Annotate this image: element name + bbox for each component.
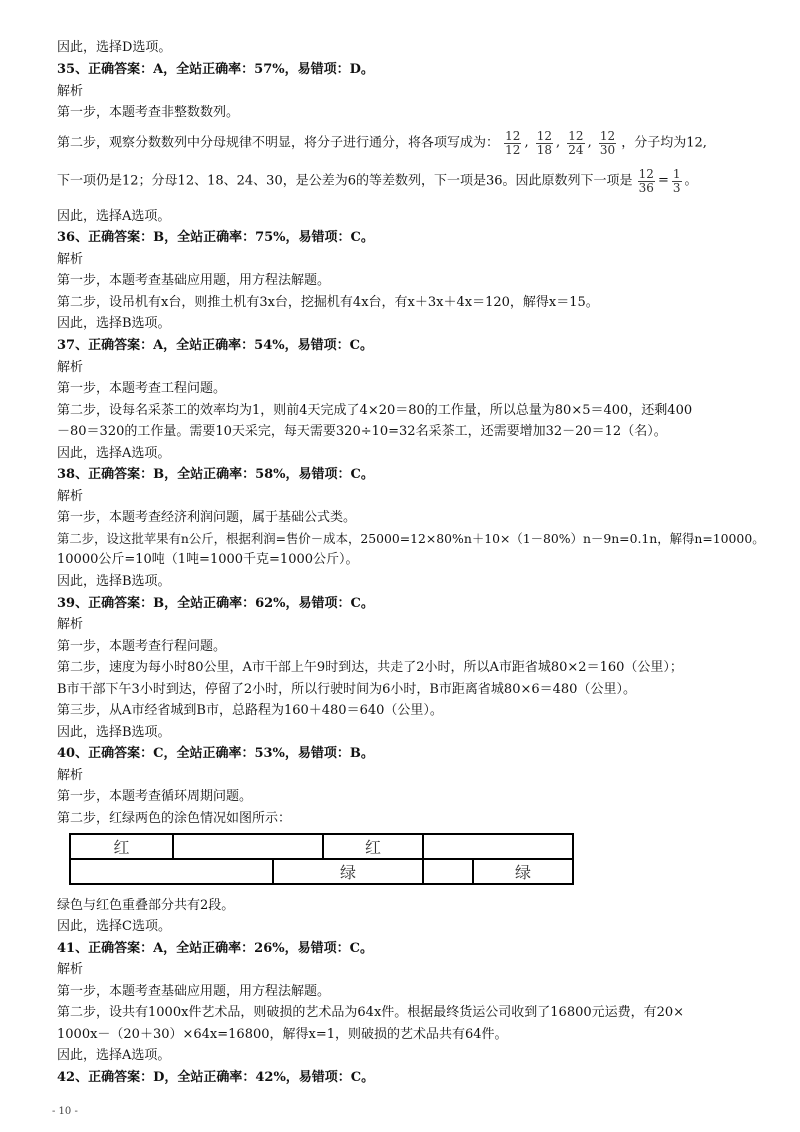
empty-segment [173, 834, 323, 859]
fraction: $\frac{12}{30}$ [599, 128, 616, 157]
text-line: 因此，选择A选项。 [57, 1048, 171, 1063]
text-line: 下一项仍是12；分母12、18、24、30，是公差为6的等差数列，下一项是36。因此原数列下一项是 $\frac{12}{36}$ = $\frac{1}{3}$ 。 [57, 166, 698, 195]
text-line: 第一步，本题考查循环周期问题。 [57, 789, 253, 804]
text-line: 10000公斤=10吨（1吨=1000千克=1000公斤）。 [57, 552, 359, 567]
text-line: 第一步，本题考查基础应用题，用方程法解题。 [57, 273, 331, 288]
text-line: 第一步，本题考查非整数数列。 [57, 105, 240, 120]
fraction: $\frac{12}{18}$ [536, 128, 552, 157]
text-line: －80＝320的工作量。需要10天采完，每天需要320÷10=32名采茶工，还需要增加32－20＝12（名）。 [57, 424, 667, 439]
answer-header-42: 42、正确答案：D，全站正确率：42%，易错项：C。 [57, 1070, 375, 1085]
text-line: 因此，选择B选项。 [57, 316, 171, 331]
analysis-label: 解析 [57, 617, 84, 632]
empty-segment [423, 859, 473, 884]
empty-segment [423, 834, 573, 859]
text-line: 因此，选择B选项。 [57, 574, 171, 589]
analysis-label: 解析 [57, 84, 84, 99]
text-line: 因此，选择A选项。 [57, 209, 171, 224]
text-line: 第二步，设共有1000x件艺术品，则破损的艺术品为64x件。根据最终货运公司收到了16800元运费，有20× [57, 1005, 685, 1020]
text-line: 绿色与红色重叠部分共有2段。 [57, 898, 235, 913]
text-line: 第一步，本题考查工程问题。 [57, 381, 227, 396]
text-line: 因此，选择D选项。 [57, 40, 172, 55]
fraction-line-text: ，分子均为12, [621, 135, 707, 151]
text-line: 第一步，本题考查行程问题。 [57, 639, 227, 654]
analysis-label: 解析 [57, 360, 84, 375]
fraction: $\frac{12}{24}$ [568, 128, 584, 157]
text-line: 第二步，设每名采茶工的效率均为1，则前4天完成了4×20＝80的工作量，所以总量为80×5＝400，还剩400 [57, 403, 693, 418]
analysis-label: 解析 [57, 252, 84, 267]
red-segment: 红 [70, 834, 173, 859]
separator: , [556, 135, 561, 150]
answer-header-40: 40、正确答案：C，全站正确率：53%，易错项：B。 [57, 746, 374, 761]
text-line: 第一步，本题考查基础应用题，用方程法解题。 [57, 984, 331, 999]
answer-header-38: 38、正确答案：B，全站正确率：58%，易错项：C。 [57, 467, 374, 482]
fraction: $\frac{12}{36}$ [638, 166, 654, 195]
separator: , [524, 135, 529, 150]
answer-header-36: 36、正确答案：B，全站正确率：75%，易错项：C。 [57, 230, 374, 245]
separator: , [587, 135, 592, 150]
analysis-label: 解析 [57, 489, 84, 504]
fraction-line [57, 128, 707, 159]
analysis-label: 解析 [57, 768, 84, 783]
green-row [70, 859, 573, 884]
text-line: 第一步，本题考查经济利润问题，属于基础公式类。 [57, 510, 357, 525]
page-number: - 10 - [52, 1106, 78, 1117]
red-segment: 红 [323, 834, 423, 859]
fraction-line-text: 第二步，观察分数数列中分母规律不明显，将分子进行通分，将各项写成为： [57, 135, 500, 151]
text-line: 1000x－（20＋30）×64x=16800，解得x=1，则破损的艺术品共有64件。 [57, 1027, 508, 1042]
text-line: 第三步，从A市经省城到B市，总路程为160＋480＝640（公里）。 [57, 703, 443, 718]
text-line: 因此，选择C选项。 [57, 919, 171, 934]
text-line: 第二步，设这批苹果有n公斤，根据利润=售价－成本，25000=12×80%n＋10×（1－80%）n－9n=0.1n，解得n=10000。 [57, 531, 765, 546]
text-line: 第二步，红绿两色的涂色情况如图所示： [57, 811, 292, 826]
text-line: 第二步，设吊机有x台，则推土机有3x台，挖掘机有4x台，有x＋3x＋4x＝120，解得x＝15。 [57, 295, 599, 310]
text-line: 第二步，速度为每小时80公里，A市干部上午9时到达，共走了2小时，所以A市距省城80×2＝160（公里）； [57, 660, 683, 675]
answer-header-41: 41、正确答案：A，全站正确率：26%，易错项：C。 [57, 941, 373, 956]
red-row [70, 834, 573, 859]
color-diagram [69, 833, 574, 885]
answer-header-37: 37、正确答案：A，全站正确率：54%，易错项：C。 [57, 338, 373, 353]
answer-header-39: 39、正确答案：B，全站正确率：62%，易错项：C。 [57, 596, 374, 611]
fraction: $\frac{12}{12}$ [505, 128, 521, 157]
text-line: 因此，选择A选项。 [57, 446, 171, 461]
fraction: $\frac{1}{3}$ [672, 166, 681, 195]
analysis-label: 解析 [57, 962, 84, 977]
text-line: B市干部下午3小时到达，停留了2小时，所以行驶时间为6小时，B市距离省城80×6＝480（公里）。 [57, 682, 636, 697]
answer-header-35: 35、正确答案：A，全站正确率：57%，易错项：D。 [57, 62, 374, 77]
green-segment: 绿 [473, 859, 573, 884]
green-segment: 绿 [273, 859, 423, 884]
text-line: 因此，选择B选项。 [57, 725, 171, 740]
empty-segment [70, 859, 273, 884]
